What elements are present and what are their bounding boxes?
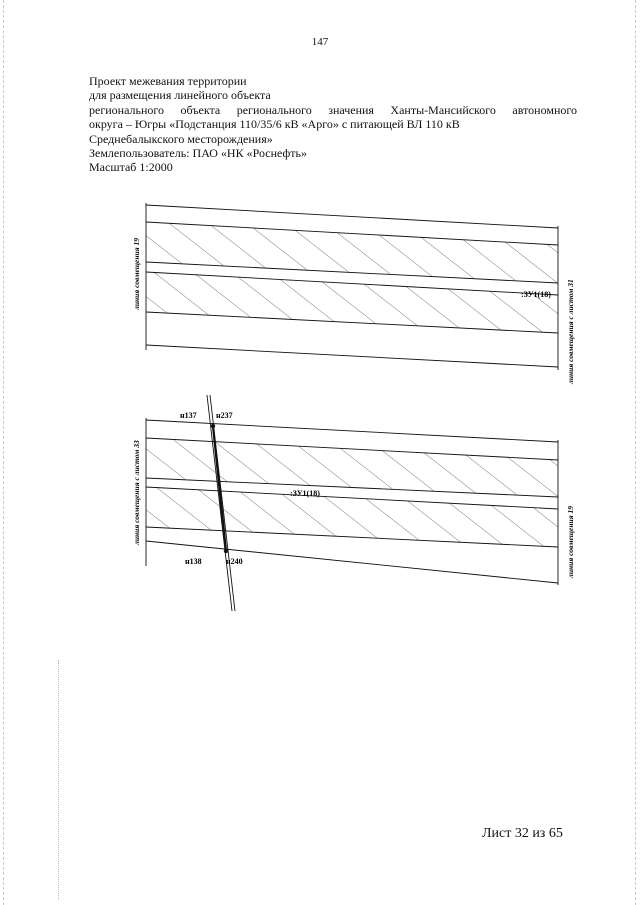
top-parcel-label: :ЗУ1(18) <box>521 290 551 299</box>
header-line-4: округа – Югры «Подстанция 110/35/6 кВ «Арго» с питающей ВЛ 110 кВ <box>89 117 460 132</box>
point-237 <box>211 424 215 428</box>
header-line-2: для размещения линейного объекта <box>89 88 271 103</box>
corridor-line-b1 <box>146 420 558 442</box>
top-left-match-label: линия совмещения 19 <box>132 238 141 310</box>
header-line-3: регионального объекта регионального значения Ханты-Мансийского автономного <box>89 102 577 117</box>
page-number: 147 <box>311 36 329 48</box>
drawing-bottom <box>146 420 558 583</box>
point-label-n240: н240 <box>226 557 243 566</box>
sheet-number: Лист 32 из 65 <box>482 826 563 841</box>
point-240 <box>224 549 228 553</box>
header-line-5: Среднебалыкского месторождения» <box>89 131 273 146</box>
corridor-line-6 <box>146 345 558 367</box>
parcel-band-upper-2 <box>146 438 558 497</box>
point-label-n137: н137 <box>180 411 197 420</box>
header-line-1: Проект межевания территории <box>89 74 247 88</box>
point-label-n237: н237 <box>216 411 233 420</box>
header-line-7: Масштаб 1:2000 <box>89 160 173 175</box>
header-line-6: Землепользователь: ПАО «НК «Роснефть» <box>89 146 307 161</box>
top-right-match-label: линия совмещения с листом 31 <box>566 279 575 384</box>
parcel-band-lower-2 <box>146 487 558 547</box>
bottom-right-match-label: линия совмещения 19 <box>566 506 575 578</box>
point-label-n138: н138 <box>185 557 202 566</box>
bottom-parcel-label: :ЗУ1(18) <box>290 489 320 498</box>
corridor-line-b6 <box>146 541 558 583</box>
drawing-top <box>146 205 558 367</box>
parcel-band-lower <box>146 272 558 333</box>
parcel-band-upper <box>146 222 558 283</box>
bottom-left-match-label: линия совмещения с листом 33 <box>132 440 141 545</box>
corridor-line-1 <box>146 205 558 228</box>
